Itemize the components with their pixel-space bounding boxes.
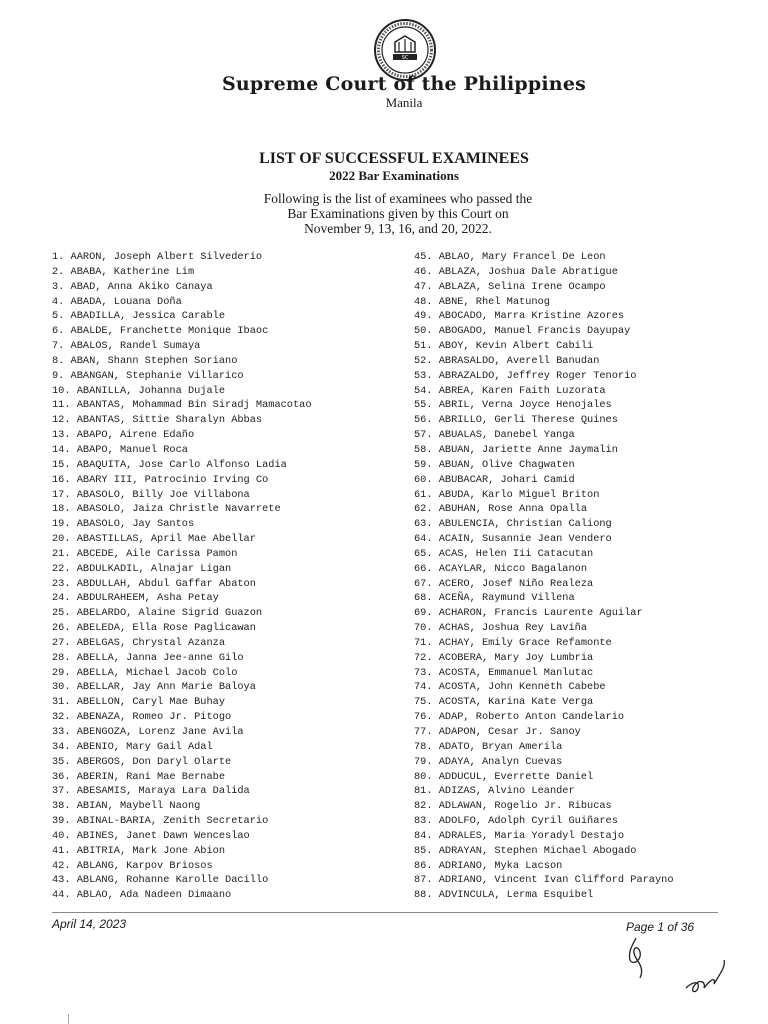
examinee-entry: 69. ACHARON, Francis Laurente Aguilar (414, 607, 643, 620)
examinee-entry: 63. ABULENCIA, Christian Caliong (414, 518, 612, 531)
examinee-entry: 87. ADRIANO, Vincent Ivan Clifford Parayno (414, 874, 674, 887)
examinee-entry: 24. ABDULRAHEEM, Asha Petay (52, 592, 219, 605)
examinee-entry: 47. ABLAZA, Selina Irene Ocampo (414, 280, 606, 293)
examinee-entry: 35. ABERGOS, Don Daryl Olarte (52, 755, 232, 768)
footer-divider (52, 912, 718, 913)
examinee-entry: 57. ABUALAS, Danebel Yanga (414, 429, 575, 442)
footer-date: April 14, 2023 (52, 917, 127, 931)
examinee-entry: 10. ABANILLA, Johanna Dujale (52, 384, 226, 397)
examinee-entry: 19. ABASOLO, Jay Santos (52, 518, 195, 531)
examinee-entry: 64. ACAIN, Susannie Jean Vendero (414, 533, 612, 546)
signature-initials (600, 930, 750, 1010)
examinee-entry: 40. ABINES, Janet Dawn Wenceslao (52, 829, 250, 842)
examinee-entry: 81. ADIZAS, Alvino Leander (414, 785, 575, 798)
examinee-entry: 78. ADATO, Bryan Amerila (414, 740, 563, 753)
examinee-entry: 13. ABAPO, Airene Edaño (52, 429, 195, 442)
examinee-entry: 67. ACERO, Josef Niño Realeza (414, 577, 594, 590)
examinee-entry: 41. ABITRIA, Mark Jone Abion (52, 844, 226, 857)
examinee-entry: 68. ACEÑA, Raymund Villena (414, 592, 575, 605)
document-title: LIST OF SUCCESSFUL EXAMINEES (259, 150, 529, 167)
examinee-entry: 44. ABLAO, Ada Nadeen Dimaano (52, 889, 232, 902)
examinee-entry: 6. ABALDE, Franchette Monique Ibaoc (52, 325, 269, 338)
examinee-entry: 86. ADRIANO, Myka Lacson (414, 859, 563, 872)
examinee-entry: 36. ABERIN, Rani Mae Bernabe (52, 770, 226, 783)
examinee-entry: 23. ABDULLAH, Abdul Gaffar Abaton (52, 577, 256, 590)
examinee-entry: 70. ACHAS, Joshua Rey Laviña (414, 622, 588, 635)
examinee-entry: 32. ABENAZA, Romeo Jr. Pitogo (52, 711, 232, 724)
examinee-entry: 66. ACAYLAR, Nicco Bagalanon (414, 562, 588, 575)
examinee-entry: 39. ABINAL-BARIA, Zenith Secretario (52, 815, 269, 828)
examinee-entry: 17. ABASOLO, Billy Joe Villabona (52, 488, 250, 501)
examinee-entry: 16. ABARY III, Patrocinio Irving Co (52, 473, 269, 486)
examinee-entry: 30. ABELLAR, Jay Ann Marie Baloya (52, 681, 256, 694)
examinee-list-left (52, 250, 312, 903)
examinee-entry: 22. ABDULKADIL, Alnajar Ligan (52, 562, 232, 575)
examinee-entry: 76. ADAP, Roberto Anton Candelario (414, 711, 625, 724)
examinee-entry: 14. ABAPO, Manuel Roca (52, 443, 188, 456)
examinee-entry: 2. ABABA, Katherine Lim (52, 265, 195, 278)
examinee-entry: 26. ABELEDA, Ella Rose Paglicawan (52, 622, 256, 635)
examinee-entry: 60. ABUBACAR, Johari Camid (414, 473, 575, 486)
examinee-entry: 46. ABLAZA, Joshua Dale Abratigue (414, 265, 618, 278)
examinee-entry: 59. ABUAN, Olive Chagwaten (414, 458, 575, 471)
examinee-entry: 18. ABASOLO, Jaiza Christle Navarrete (52, 503, 281, 516)
examinee-entry: 29. ABELLA, Michael Jacob Colo (52, 666, 238, 679)
examinee-entry: 58. ABUAN, Jariette Anne Jaymalin (414, 443, 618, 456)
examinee-entry: 37. ABESAMIS, Maraya Lara Dalida (52, 785, 250, 798)
examinee-entry: 73. ACOSTA, Emmanuel Manlutac (414, 666, 594, 679)
examinee-entry: 42. ABLANG, Karpov Briosos (52, 859, 213, 872)
examinee-entry: 61. ABUDA, Karlo Miguel Briton (414, 488, 600, 501)
document-subtitle: 2022 Bar Examinations (329, 168, 459, 183)
examinee-entry: 80. ADDUCUL, Everrette Daniel (414, 770, 594, 783)
examinee-entry: 53. ABRAZALDO, Jeffrey Roger Tenorio (414, 369, 637, 382)
examinee-entry: 28. ABELLA, Janna Jee-anne Gilo (52, 651, 244, 664)
examinee-entry: 62. ABUHAN, Rose Anna Opalla (414, 503, 588, 516)
intro-line: Following is the list of examinees who passed the (263, 191, 533, 206)
scan-mark (68, 1014, 69, 1024)
intro-paragraph (248, 191, 548, 236)
examinee-entry: 77. ADAPON, Cesar Jr. Sanoy (414, 726, 581, 738)
examinee-entry: 79. ADAYA, Analyn Cuevas (414, 755, 563, 768)
examinee-entry: 3. ABAD, Anna Akiko Canaya (52, 280, 213, 293)
examinee-entry: 55. ABRIL, Verna Joyce Henojales (414, 399, 612, 412)
examinee-entry: 71. ACHAY, Emily Grace Refamonte (414, 636, 612, 649)
examinee-entry: 43. ABLANG, Rohanne Karolle Dacillo (52, 874, 269, 887)
examinee-entry: 49. ABOCADO, Marra Kristine Azores (414, 310, 625, 323)
examinee-entry: 5. ABADILLA, Jessica Carable (52, 310, 226, 323)
examinee-entry: 9. ABANGAN, Stephanie Villarico (52, 369, 244, 382)
court-city: Manila (385, 95, 423, 110)
examinee-entry: 34. ABENIO, Mary Gail Adal (52, 740, 213, 753)
examinee-entry: 72. ACOBERA, Mary Joy Lumbria (414, 651, 594, 664)
examinee-entry: 27. ABELGAS, Chrystal Azanza (52, 636, 226, 649)
examinee-entry: 8. ABAN, Shann Stephen Soriano (52, 354, 238, 367)
examinee-entry: 33. ABENGOZA, Lorenz Jane Avila (52, 726, 244, 738)
examinee-entry: 54. ABREA, Karen Faith Luzorata (414, 384, 606, 397)
examinee-entry: 12. ABANTAS, Sittie Sharalyn Abbas (52, 414, 263, 427)
page-number: Page 1 of 36 (626, 920, 695, 934)
examinee-entry: 15. ABAQUITA, Jose Carlo Alfonso Ladia (52, 458, 287, 471)
examinee-entry: 7. ABALOS, Randel Sumaya (52, 340, 201, 353)
examinee-entry: 48. ABNE, Rhel Matunog (414, 295, 550, 308)
examinee-entry: 4. ABADA, Louana Doña (52, 295, 182, 308)
examinee-entry: 65. ACAS, Helen Iii Catacutan (414, 547, 594, 560)
examinee-entry: 84. ADRALES, Maria Yoradyl Destajo (414, 829, 625, 842)
examinee-entry: 88. ADVINCULA, Lerma Esquibel (414, 889, 594, 902)
examinee-entry: 75. ACOSTA, Karina Kate Verga (414, 696, 594, 709)
intro-line: November 9, 13, 16, and 20, 2022. (304, 221, 492, 236)
examinee-entry: 51. ABOY, Kevin Albert Cabili (414, 340, 594, 353)
intro-line: Bar Examinations given by this Court on (287, 206, 509, 221)
examinee-entry: 82. ADLAWAN, Rogelio Jr. Ribucas (414, 800, 612, 813)
examinee-entry: 1. AARON, Joseph Albert Silvederio (52, 251, 263, 263)
examinee-entry: 11. ABANTAS, Mohammad Bin Siradj Mamacotao (52, 399, 312, 412)
examinee-entry: 21. ABCEDE, Aile Carissa Pamon (52, 547, 238, 560)
examinee-entry: 83. ADOLFO, Adolph Cyril Guiñares (414, 815, 618, 828)
examinee-entry: 25. ABELARDO, Alaine Sigrid Guazon (52, 607, 263, 620)
examinee-entry: 50. ABOGADO, Manuel Francis Dayupay (414, 325, 631, 338)
examinee-entry: 74. ACOSTA, John Kenneth Cabebe (414, 681, 606, 694)
examinee-entry: 31. ABELLON, Caryl Mae Buhay (52, 696, 226, 709)
examinee-entry: 38. ABIAN, Maybell Naong (52, 800, 201, 813)
examinee-entry: 45. ABLAO, Mary Francel De Leon (414, 251, 606, 263)
examinee-entry: 85. ADRAYAN, Stephen Michael Abogado (414, 844, 637, 857)
examinee-entry: 20. ABASTILLAS, April Mae Abellar (52, 533, 256, 546)
svg-text:SC: SC (401, 55, 409, 61)
examinee-list-right (414, 250, 674, 903)
examinee-entry: 56. ABRILLO, Gerli Therese Quines (414, 414, 618, 427)
court-name: Supreme Court of the Philippines (221, 73, 587, 95)
examinee-entry: 52. ABRASALDO, Averell Banudan (414, 354, 600, 367)
